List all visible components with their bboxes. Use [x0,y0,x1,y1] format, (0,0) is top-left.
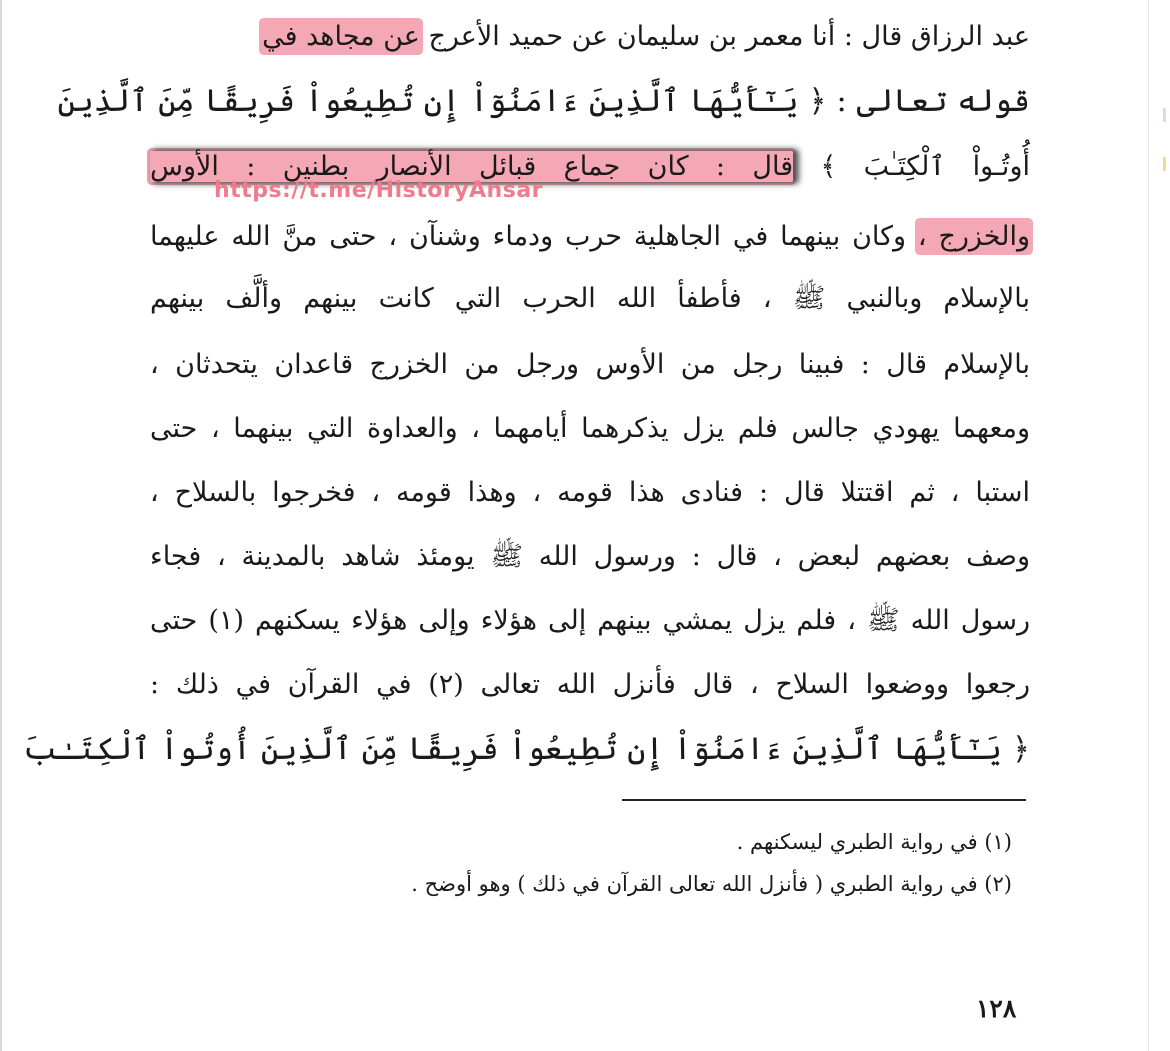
text-line-2 [57,74,1030,128]
text-line-10 [150,594,1030,648]
text-line-7-plain: ومعهما يهودي جالس فلم يزل يذكرهما أيامهما ، والعداوة التي بينهما ، حتى [150,413,1030,444]
text-line-11 [150,658,1030,712]
side-mark-blue [1163,108,1166,122]
text-line-9 [150,530,1030,584]
footnote-divider [622,799,1026,801]
page-edge-right [1148,0,1149,1051]
side-mark-yellow [1163,157,1166,171]
text-line-4 [150,210,1030,264]
text-line-2-plain: قوله تعالى : ﴿ يَـٰٓأَيُّهَا ٱلَّذِينَ ءَامَنُوٓاْ إِن تُطِيعُواْ فَرِيقًا مِّنَ ٱلَّذِينَ [57,83,1030,119]
text-line-12-plain: ﴿ يَـٰٓأَيُّهَا ٱلَّذِينَ ءَامَنُوٓاْ إِن تُطِيعُواْ فَرِيقًا مِّنَ ٱلَّذِينَ أُوتُواْ ٱلْكِتَـٰبَ [23,731,1030,767]
page-edge-left [0,0,2,1051]
text-line-8 [150,466,1030,520]
text-line-4-plain: وكان بينهما في الجاهلية حرب ودماء وشنآن ، حتى منَّ الله عليهما [150,221,918,252]
text-line-9-plain: وصف بعضهم لبعض ، قال : ورسول الله ﷺ يومئذ شاهد بالمدينة ، فجاء [150,541,1030,572]
text-line-10-plain: رسول الله ﷺ ، فلم يزل يمشي بينهم إلى هؤلاء وإلى هؤلاء يسكنهم (١) حتى [150,605,1030,636]
highlight-khazraj: والخزرج ، [917,221,1031,252]
watermark-link[interactable]: https://t.me/HistoryAnsar [214,178,544,203]
text-line-6-plain: بالإسلام قال : فبينا رجل من الأوس ورجل من الخزرج قاعدان يتحدثان ، [150,349,1030,380]
text-line-7 [150,402,1030,456]
text-line-12 [23,722,1030,776]
highlight-mujahid: عن مجاهد في [262,21,420,52]
text-line-8-plain: استبا ، ثم اقتتلا قال : فنادى هذا قومه ، وهذا قومه ، فخرجوا بالسلاح ، [150,477,1030,508]
text-line-6 [150,338,1030,392]
text-line-1-plain: عبد الرزاق قال : أنا معمر بن سليمان عن حميد الأعرج [419,21,1030,52]
footnote-1: (١) في رواية الطبري ليسكنهم . [736,830,1012,854]
text-line-3-plain: أُوتُـواْ ٱلْكِتَـٰبَ ﴾ [793,151,1030,182]
text-line-5 [150,272,1030,326]
text-line-1 [150,10,1030,64]
text-line-11-plain: رجعوا ووضعوا السلاح ، قال فأنزل الله تعالى (٢) في القرآن في ذلك : [150,669,1031,700]
footnote-2: (٢) في رواية الطبري ( فأنزل الله تعالى القرآن في ذلك ) وهو أوضح . [411,872,1012,896]
page-number: ١٢٨ [976,994,1017,1023]
highlight-ansar-tribes: قال : كان جماع قبائل الأنصار بطنين : الأوس [150,151,794,182]
text-line-5-plain: بالإسلام وبالنبي ﷺ ، فأطفأ الله الحرب التي كانت بينهم وألَّف بينهم [150,283,1030,314]
